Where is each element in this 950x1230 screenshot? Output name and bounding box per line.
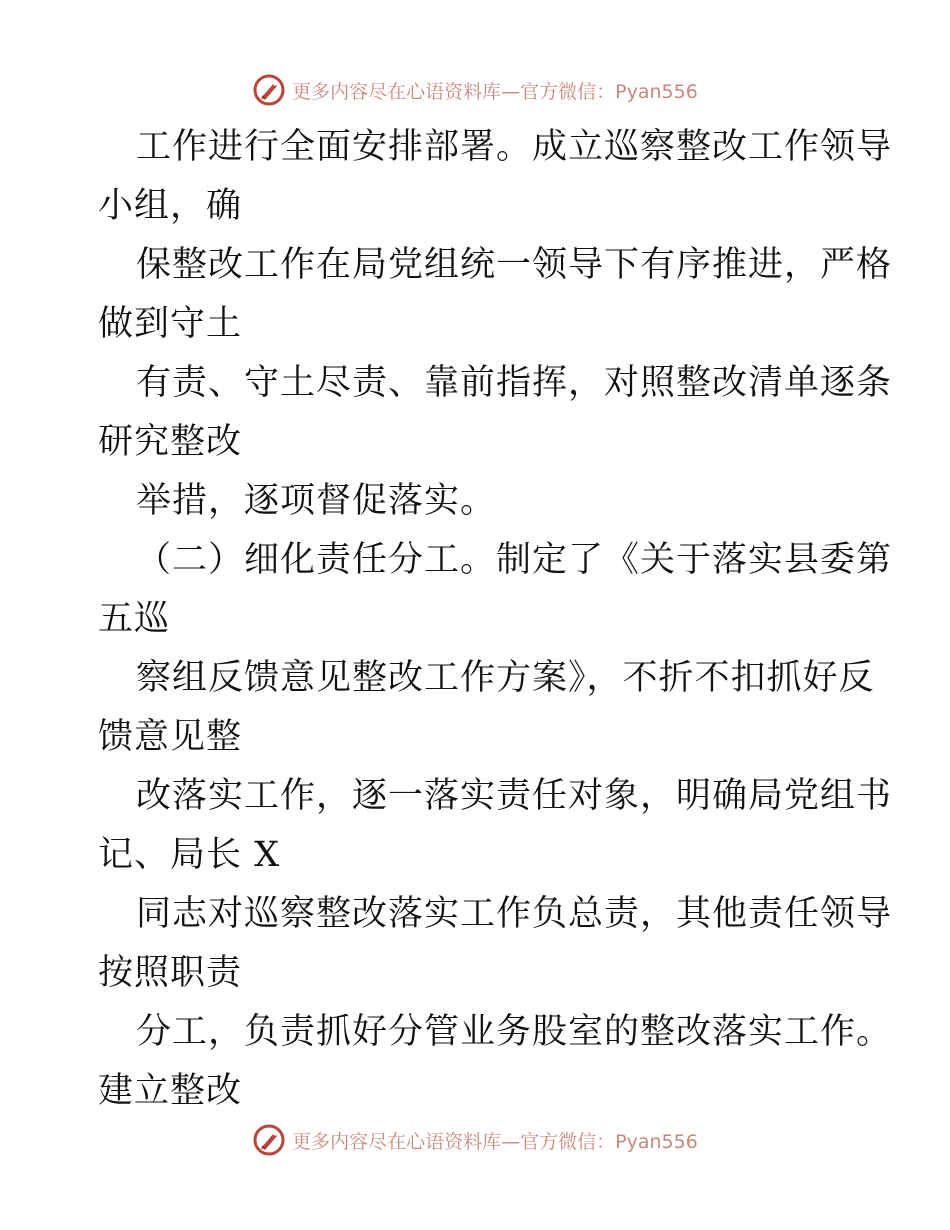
text-line: 记、局长 X (98, 835, 281, 875)
header-banner (0, 70, 950, 110)
text-line: 小组，确 (98, 186, 243, 226)
text-line: 馈意见整 (98, 717, 243, 757)
text-line: 工作进行全面安排部署。成立巡察整改工作领导 (136, 127, 893, 167)
text-line: 同志对巡察整改落实工作负总责，其他责任领导 (136, 894, 893, 934)
text-line: 改落实工作，逐一落实责任对象，明确局党组书 (136, 776, 893, 816)
footer-banner (0, 1120, 950, 1160)
footer-banner-text: 更多内容尽在心语资料库—官方微信：Pyan556 (292, 1130, 698, 1153)
text-line: 研究整改 (98, 422, 243, 462)
text-line: 举措，逐项督促落实。 (136, 481, 497, 521)
header-banner-text: 更多内容尽在心语资料库—官方微信：Pyan556 (292, 80, 698, 103)
document-body (98, 118, 893, 1121)
text-line: 分工，负责抓好分管业务股室的整改落实工作。 (136, 1012, 893, 1052)
text-line: 有责、守土尽责、靠前指挥，对照整改清单逐条 (136, 363, 893, 403)
text-line: 五巡 (98, 599, 171, 639)
pen-nib-logo-icon (252, 73, 286, 107)
text-line: 建立整改 (98, 1071, 243, 1111)
text-line: 做到守土 (98, 304, 243, 344)
text-line: （二）细化责任分工。制定了《关于落实县委第 (136, 540, 893, 580)
pen-nib-logo-icon (252, 1123, 286, 1157)
text-line: 察组反馈意见整改工作方案》，不折不扣抓好反 (136, 658, 875, 698)
text-line: 按照职责 (98, 953, 243, 993)
text-line: 保整改工作在局党组统一领导下有序推进，严格 (136, 245, 893, 285)
